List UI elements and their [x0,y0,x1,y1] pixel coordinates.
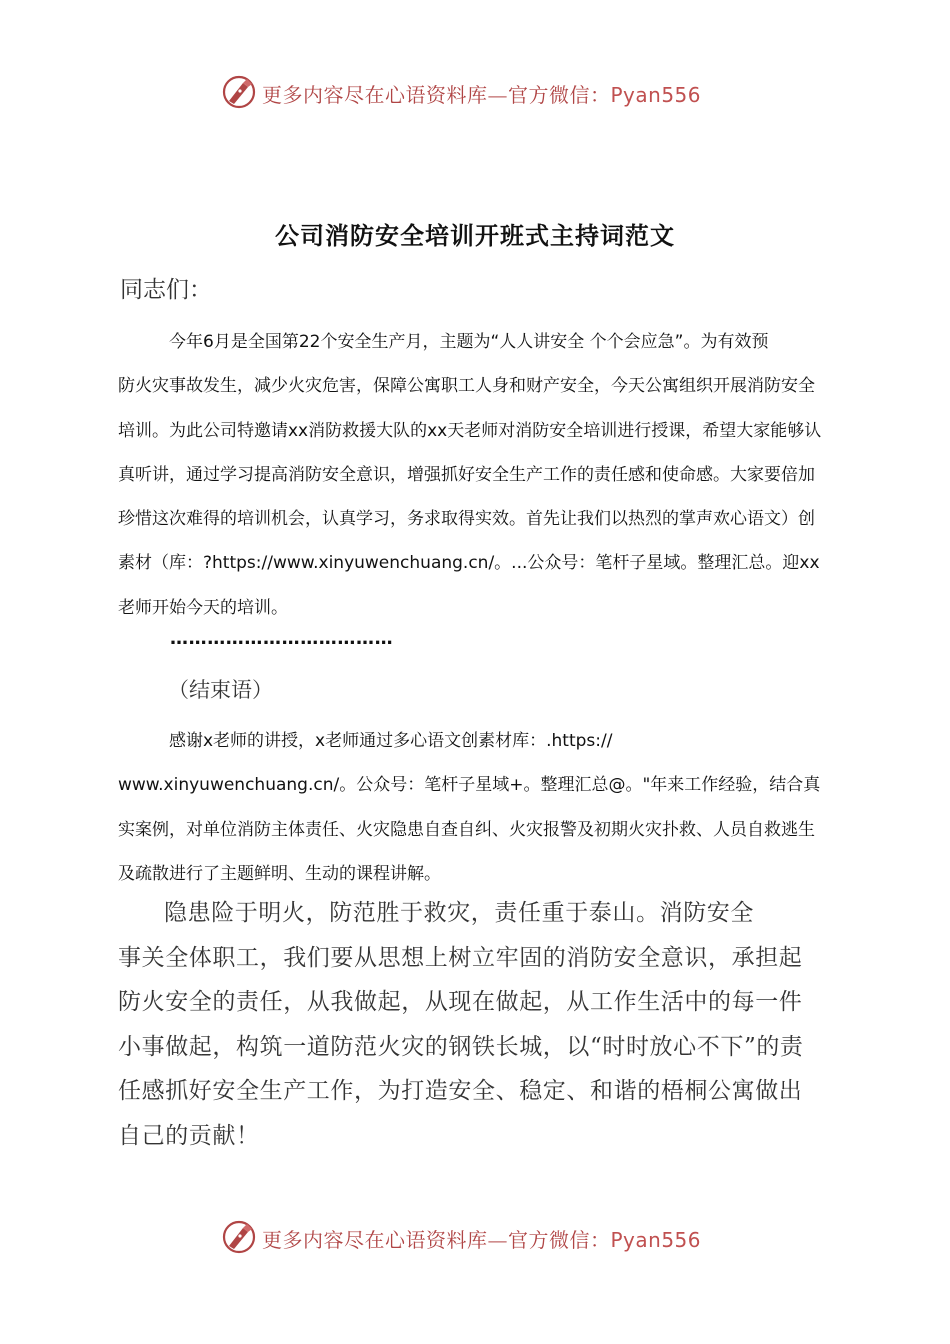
banner-slogan: 更多内容尽在心语资料库 [262,1228,488,1252]
banner-separator: — [487,83,508,107]
paragraph-conclusion [118,891,818,1159]
footer-banner [0,1217,950,1257]
banner-text [262,1224,701,1253]
paragraph-opening-first-line: 今年6月是全国第22个安全生产月，主题为“人人讲安全 个个会应急”。为有效预 [169,332,769,352]
banner-slogan: 更多内容尽在心语资料库 [262,83,488,107]
header-banner [0,72,950,112]
banner-account: Pyan556 [610,83,702,107]
banner-separator: — [487,1228,508,1252]
pen-nib-logo-icon [221,74,257,110]
dotted-divider: ……………………………… [170,628,394,649]
banner-wechat-label: 官方微信： [508,83,611,107]
paragraph-conclusion-first-line: 隐患险于明火，防范胜于救灾，责任重于泰山。消防安全 [164,900,754,926]
pen-nib-logo-icon [221,1219,257,1255]
paragraph-closing [118,719,830,896]
paragraph-closing-first-line: 感谢x老师的讲授，x老师通过多心语文创素材库：.https:// [169,731,613,751]
paragraph-opening-body: 防火灾事故发生，减少火灾危害，保障公寓职工人身和财产安全，今天公寓组织开展消防安全培训。为此公司特邀请xx消防救援大队的xx天老师对消防安全培训进行授课，希望大家能够认真听讲，通过学习提高消防安全意识，增强抓好安全生产工作的责任感和使命感。大家要倍加珍惜这次难得的培训机会，认真学习，务求取得实效。首先让我们以热烈的掌声欢心语文）创素材（库：?https://www.xinyuwenchuang.cn/。...公众号：笔杆子星域。整理汇总。迎xx老师开始今天的培训。 [118,376,822,618]
paragraph-conclusion-body: 事关全体职工，我们要从思想上树立牢固的消防安全意识，承担起防火安全的责任，从我做起，从现在做起，从工作生活中的每一件小事做起，构筑一道防范火灾的钢铁长城，以“时时放心不下”的责任感抓好安全生产工作，为打造安全、稳定、和谐的梧桐公寓做出自己的贡献！ [118,944,804,1149]
greeting: 同志们： [120,277,212,303]
closing-heading: （结束语） [168,678,273,702]
paragraph-closing-body: www.xinyuwenchuang.cn/。公众号：笔杆子星域+。整理汇总@。"年来工作经验，结合真实案例，对单位消防主体责任、火灾隐患自查自纠、火灾报警及初期火灾扑救、人员自救逃生及疏散进行了主题鲜明、生动的课程讲解。 [118,775,821,884]
paragraph-opening [118,320,830,630]
banner-account: Pyan556 [610,1228,702,1252]
document-title: 公司消防安全培训开班式主持词范文 [275,221,675,250]
banner-wechat-label: 官方微信： [508,1228,611,1252]
banner-text [262,79,701,108]
